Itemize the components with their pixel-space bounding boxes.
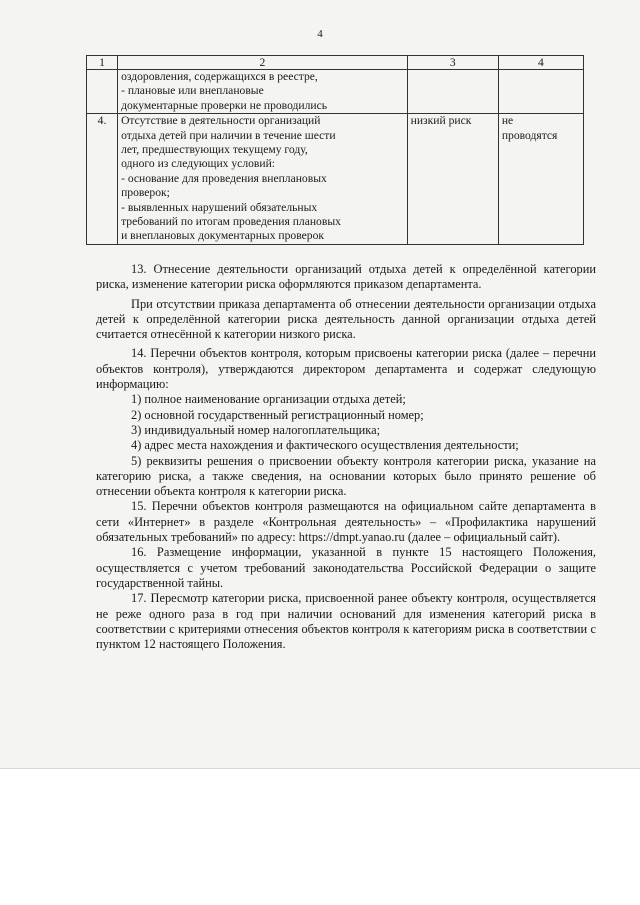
paragraph-13: 13. Отнесение деятельности организаций отдыха детей к определённой категории риска, изменение категории риска оформляются приказом департамента. [96, 262, 596, 292]
table-cell-risk: низкий риск [407, 114, 498, 245]
table-cell-line: отдыха детей при наличии в течение шести [121, 128, 336, 142]
risk-criteria-table [86, 55, 584, 245]
list-item: 1) полное наименование организации отдыха детей; [131, 392, 406, 407]
table-header-cell: 1 [87, 56, 118, 70]
table-cell-checks [498, 114, 583, 245]
paragraph-17: 17. Пересмотр категории риска, присвоенной ранее объекту контроля, осуществляется не реже одного раза в год при наличии оснований для изменения категорий риска в соответствии с критериями отнесения объектов контроля к категориям риска в соответствии с пунктом 12 настоящего Положения. [96, 591, 596, 652]
document-body [96, 262, 596, 652]
table-cell-criteria [118, 114, 408, 245]
table-cell-line: лет, предшествующих текущему году, [121, 143, 308, 157]
table-cell-line: оздоровления, содержащихся в реестре, [121, 70, 318, 83]
table-cell-line: и внеплановых документарных проверок [121, 229, 324, 243]
table-cell-risk [407, 70, 498, 114]
table-cell-line: Отсутствие в деятельности организаций [121, 114, 321, 128]
table-cell-line: одного из следующих условий: [121, 157, 276, 171]
table-row [87, 114, 584, 245]
list-item: 5) реквизиты решения о присвоении объекту контроля категории риска, указание на категорию риска, а также сведения, на основании которых было принято решение об отнесении объекта контроля к категории риска. [96, 453, 596, 499]
table-header-cell: 3 [407, 56, 498, 70]
list-item: 4) адрес места нахождения и фактического осуществления деятельности; [131, 438, 519, 453]
paragraph-16: 16. Размещение информации, указанной в пункте 15 настоящего Положения, осуществляется с учетом требований законодательства Российской Федерации о защите государственной тайны. [96, 545, 596, 590]
page-number: 4 [317, 28, 323, 40]
table-cell-line: проводятся [501, 128, 558, 142]
table-cell-line: - выявленных нарушений обязательных [121, 200, 318, 214]
table-cell-line: документарные проверки не проводились [121, 98, 328, 112]
table-cell-num [87, 70, 118, 114]
table-cell-line: - плановые или внеплановые [121, 84, 264, 98]
table-header-row [87, 56, 584, 70]
paragraph-14: 14. Перечни объектов контроля, которым присвоены категории риска (далее – перечни объектов контроля), утверждаются директором департамента и содержат следующую информацию: [96, 346, 596, 392]
table-cell-line: проверок; [121, 186, 170, 200]
table-cell-line: не [501, 114, 514, 128]
table-header-cell: 4 [498, 56, 583, 70]
table-cell-line: - основание для проведения внеплановых [121, 171, 327, 185]
table-header-cell: 2 [118, 56, 408, 70]
table-row [87, 70, 584, 114]
list-item: 3) индивидуальный номер налогоплательщика; [131, 422, 381, 437]
table-cell-line: требований по итогам проведения плановых [121, 215, 341, 229]
paragraph-15: 15. Перечни объектов контроля размещаются на официальном сайте департамента в сети «Интернет» в разделе «Контрольная деятельность» – «Профилактика нарушений обязательных требований» по адресу: https://dmpt.yanao.ru (далее – официальный сайт). [96, 499, 596, 545]
table-cell-criteria [118, 70, 408, 114]
table-cell-checks [498, 70, 583, 114]
paragraph-13-continued: При отсутствии приказа департамента об отнесении деятельности организации отдыха детей к определённой категории риска деятельность данной организации отдыха детей считается отнесённой к категории низкого риска. [96, 296, 596, 342]
list-item: 2) основной государственный регистрационный номер; [131, 407, 424, 422]
table-cell-num: 4. [87, 114, 118, 245]
